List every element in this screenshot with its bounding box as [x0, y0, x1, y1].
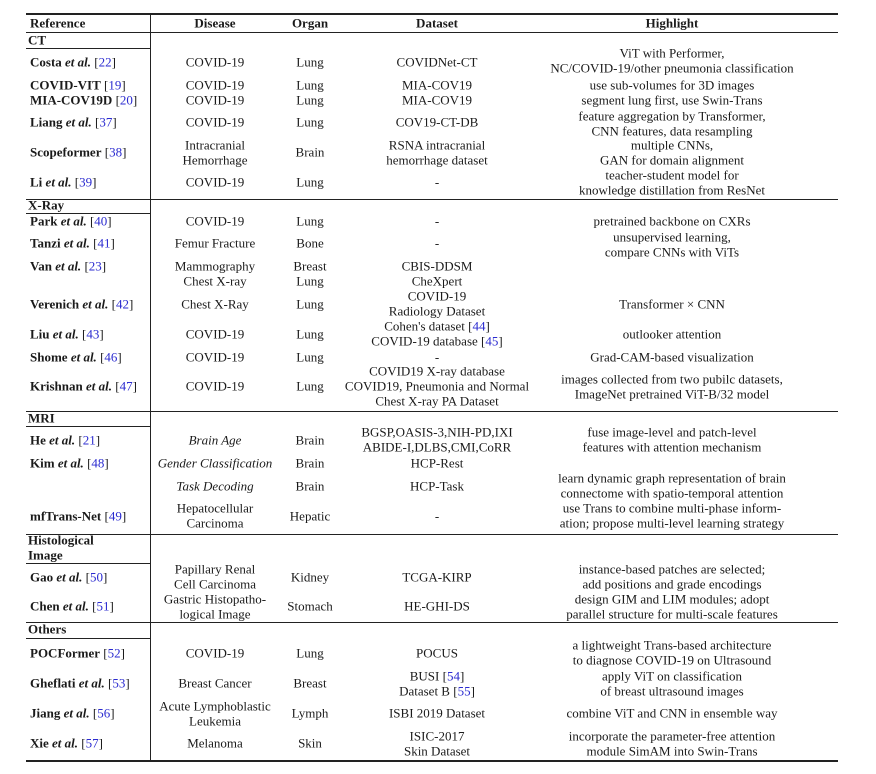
highlight-cell: ImageNet pretrained ViT-B/32 model [574, 386, 770, 402]
citation-link[interactable]: 56 [97, 705, 111, 721]
dataset-cell: Radiology Dataset [388, 303, 486, 319]
highlight-cell: use sub-volumes for 3D images [589, 77, 755, 93]
section-label: X-Ray [28, 197, 65, 213]
dataset-cell: ABIDE-I,DLBS,CMI,CoRR [362, 439, 512, 455]
reference-name: Tanzi [30, 235, 61, 251]
highlight-cell: pretrained backbone on CXRs [593, 213, 751, 229]
header-organ: Organ [291, 15, 329, 31]
disease-cell: COVID-19 [185, 645, 245, 661]
dataset-cell: Dataset B [55] [399, 683, 475, 699]
highlight-cell: design GIM and LIM modules; adopt [574, 591, 770, 607]
reference: Chen et al. [51] [30, 598, 114, 614]
highlight-cell: compare CNNs with ViTs [604, 244, 740, 260]
reference: MIA-COV19D [20] [30, 92, 138, 108]
reference: Van et al. [23] [30, 258, 107, 274]
disease-cell: Brain Age [188, 432, 242, 448]
disease-cell: Femur Fracture [174, 235, 256, 251]
organ-cell: Hepatic [289, 508, 331, 524]
disease-cell: COVID-19 [185, 92, 245, 108]
reference: Krishnan et al. [47] [30, 378, 137, 394]
reference-name: Jiang [30, 705, 61, 721]
organ-cell: Lung [296, 174, 324, 190]
dataset-cell: - [434, 349, 440, 365]
dataset-cell: COVID19, Pneumonia and Normal [344, 378, 530, 394]
header-dataset: Dataset [416, 15, 458, 31]
dataset-cell: COVID-19 database [45] [371, 333, 503, 349]
reference: COVID-VIT [19] [30, 77, 126, 93]
reference-name: Krishnan [30, 378, 83, 394]
dataset-cell: - [434, 235, 440, 251]
reference: Park et al. [40] [30, 213, 112, 229]
citation-link[interactable]: 40 [94, 213, 108, 229]
dataset-cell: COVID-19 [407, 288, 467, 304]
highlight-cell: combine ViT and CNN in ensemble way [566, 705, 778, 721]
disease-cell: Melanoma [187, 735, 243, 751]
reference-name: Li [30, 174, 43, 190]
highlight-cell: use Trans to combine multi-phase inform- [562, 500, 782, 516]
et-al: et al. [57, 213, 87, 229]
disease-cell: Chest X-ray [183, 273, 247, 289]
reference-name: mfTrans-Net [30, 508, 102, 524]
reference-name: Xie [30, 735, 49, 751]
reference-name: Van [30, 258, 52, 274]
highlight-cell: outlooker attention [622, 326, 722, 342]
reference-name: Gheflati [30, 675, 76, 691]
disease-cell: Mammography [174, 258, 256, 274]
organ-cell: Lung [296, 378, 324, 394]
reference: Gheflati et al. [53] [30, 675, 130, 691]
organ-cell: Kidney [290, 569, 330, 585]
highlight-cell: ViT with Performer, [619, 45, 725, 61]
organ-cell: Breast [293, 258, 327, 274]
highlight-cell: multiple CNNs, [630, 137, 714, 153]
reference-name: Gao [30, 569, 54, 585]
dataset-cell: BGSP,OASIS-3,NIH-PD,IXI [361, 424, 513, 440]
dataset-cell: Skin Dataset [403, 743, 471, 759]
et-al: et al. [49, 326, 79, 342]
citation-link[interactable]: 53 [112, 675, 126, 691]
dataset-text: BUSI [409, 668, 443, 684]
dataset-cell: MIA-COV19 [401, 92, 473, 108]
disease-cell: Carcinoma [186, 515, 244, 531]
section-rule [26, 199, 838, 200]
reference: Shome et al. [46] [30, 349, 122, 365]
highlight-cell: parallel structure for multi-scale features [566, 606, 778, 622]
header-highlight: Highlight [645, 15, 699, 31]
citation-link[interactable]: 44 [472, 318, 486, 334]
citation-link[interactable]: 46 [104, 349, 118, 365]
dataset-cell: ISBI 2019 Dataset [388, 705, 486, 721]
organ-cell: Lung [296, 92, 324, 108]
reference-name: MIA-COV19D [30, 92, 113, 108]
disease-cell: Gender Classification [157, 455, 273, 471]
highlight-cell: Grad-CAM-based visualization [590, 349, 754, 365]
organ-cell: Brain [295, 432, 325, 448]
highlight-cell: incorporate the parameter-free attention [568, 728, 776, 744]
highlight-cell: apply ViT on classification [602, 668, 742, 684]
citation-link[interactable]: 50 [89, 569, 103, 585]
organ-cell: Lung [296, 114, 324, 130]
disease-cell: Hemorrhage [182, 152, 248, 168]
reference: Verenich et al. [42] [30, 296, 134, 312]
column-divider [150, 14, 151, 760]
reference-name: Shome [30, 349, 68, 365]
et-al: et al. [79, 296, 109, 312]
dataset-cell: POCUS [416, 645, 458, 661]
et-al: et al. [62, 114, 92, 130]
organ-cell: Breast [293, 675, 327, 691]
dataset-cell: Chest X-ray PA Dataset [375, 393, 499, 409]
citation-link[interactable]: 21 [82, 432, 96, 448]
highlight-cell: to diagnose COVID-19 on Ultrasound [572, 652, 772, 668]
reference: mfTrans-Net [49] [30, 508, 127, 524]
reference-name: He [30, 432, 46, 448]
highlight-cell: instance-based patches are selected; [578, 561, 766, 577]
reference-name: Chen [30, 598, 60, 614]
dataset-text: Cohen's dataset [384, 318, 469, 334]
organ-cell: Lung [296, 77, 324, 93]
highlight-cell: knowledge distillation from ResNet [579, 182, 765, 198]
reference: He et al. [21] [30, 432, 101, 448]
dataset-cell: RSNA intracranial [388, 137, 486, 153]
organ-cell: Lung [296, 645, 324, 661]
section-label-rule [26, 638, 150, 639]
section-rule [26, 534, 838, 535]
reference: Xie et al. [57] [30, 735, 103, 751]
citation-link[interactable]: 23 [88, 258, 102, 274]
et-al: et al. [59, 598, 89, 614]
reference: Liu et al. [43] [30, 326, 104, 342]
highlight-cell: module SimAM into Swin-Trans [586, 743, 758, 759]
reference: Jiang et al. [56] [30, 705, 115, 721]
citation-link[interactable]: 41 [97, 235, 111, 251]
dataset-cell: HCP-Rest [410, 455, 464, 471]
highlight-cell: ation; propose multi-level learning strategy [559, 515, 785, 531]
dataset-cell: TCGA-KIRP [402, 569, 472, 585]
highlight-cell: images collected from two pubilc datasets, [561, 371, 783, 387]
et-al: et al. [82, 378, 112, 394]
citation-link[interactable]: 48 [91, 455, 105, 471]
citation-link[interactable]: 55 [457, 683, 471, 699]
reference-name: Scopeformer [30, 144, 102, 160]
reference-name: Verenich [30, 296, 80, 312]
reference: Tanzi et al. [41] [30, 235, 115, 251]
reference-name: COVID-VIT [30, 77, 101, 93]
section-label: Image [28, 547, 63, 563]
dataset-text: Dataset B [399, 683, 454, 699]
et-al: et al. [51, 258, 82, 274]
et-al: et al. [67, 349, 97, 365]
disease-cell: Papillary Renal [174, 561, 256, 577]
organ-cell: Stomach [287, 598, 333, 614]
highlight-cell: teacher-student model for [605, 167, 739, 183]
reference: Li et al. [39] [30, 174, 97, 190]
bottom-rule [26, 760, 838, 762]
et-al: et al. [61, 54, 92, 70]
disease-cell: logical Image [179, 606, 251, 622]
highlight-cell: NC/COVID-19/other pneumonia classification [550, 60, 794, 76]
highlight-cell: Transformer × CNN [619, 296, 725, 312]
dataset-text: COVID-19 database [371, 333, 482, 349]
header-disease: Disease [194, 15, 236, 31]
et-al: et al. [48, 735, 79, 751]
et-al: et al. [54, 455, 84, 471]
et-al: et al. [53, 569, 83, 585]
et-al: et al. [60, 235, 90, 251]
citation-link[interactable]: 45 [485, 333, 499, 349]
reference: POCFormer [52] [30, 645, 125, 661]
reference-name: Kim [30, 455, 55, 471]
dataset-cell: CheXpert [411, 273, 463, 289]
dataset-cell: COVIDNet-CT [396, 54, 478, 70]
disease-cell: COVID-19 [185, 77, 245, 93]
citation-link[interactable]: 57 [85, 735, 99, 751]
reference: Gao et al. [50] [30, 569, 108, 585]
dataset-cell: hemorrhage dataset [386, 152, 488, 168]
organ-cell: Bone [296, 235, 324, 251]
disease-cell: Hepatocellular [176, 500, 254, 516]
section-rule [26, 622, 838, 623]
citation-link[interactable]: 39 [79, 174, 93, 190]
disease-cell: COVID-19 [185, 326, 245, 342]
section-label-rule [26, 563, 150, 564]
reference: Liang et al. [37] [30, 114, 117, 130]
et-al: et al. [45, 432, 76, 448]
highlight-cell: connectome with spatio-temporal attention [560, 485, 784, 501]
disease-cell: COVID-19 [185, 174, 245, 190]
dataset-cell: Cohen's dataset [44] [384, 318, 490, 334]
highlight-cell: segment lung first, use Swin-Trans [581, 92, 763, 108]
citation-link[interactable]: 38 [109, 144, 123, 160]
organ-cell: Lung [296, 273, 324, 289]
organ-cell: Brain [295, 478, 325, 494]
disease-cell: COVID-19 [185, 114, 245, 130]
section-label-rule [26, 48, 150, 49]
dataset-cell: CBIS-DDSM [401, 258, 473, 274]
disease-cell: Task Decoding [176, 478, 254, 494]
reference-name: POCFormer [30, 645, 101, 661]
dataset-cell: COV19-CT-DB [395, 114, 479, 130]
disease-cell: COVID-19 [185, 213, 245, 229]
citation-link[interactable]: 52 [107, 645, 121, 661]
disease-cell: Intracranial [185, 137, 245, 153]
header-rule [26, 32, 838, 33]
dataset-cell: MIA-COV19 [401, 77, 473, 93]
disease-cell: COVID-19 [185, 378, 245, 394]
reference-name: Costa [30, 54, 62, 70]
citation-link[interactable]: 51 [96, 598, 110, 614]
organ-cell: Lung [296, 349, 324, 365]
dataset-cell: - [434, 213, 440, 229]
organ-cell: Lung [296, 54, 324, 70]
highlight-cell: a lightweight Trans-based architecture [572, 637, 772, 653]
dataset-cell: COVID19 X-ray database [369, 363, 505, 379]
dataset-cell: - [434, 174, 440, 190]
disease-cell: Cell Carcinoma [174, 576, 256, 592]
citation-link[interactable]: 22 [98, 54, 112, 70]
highlight-cell: fuse image-level and patch-level [587, 424, 757, 440]
et-al: et al. [75, 675, 105, 691]
disease-cell: COVID-19 [185, 54, 245, 70]
citation-link[interactable]: 49 [108, 508, 122, 524]
highlight-cell: GAN for domain alignment [599, 152, 745, 168]
disease-cell: Gastric Histopatho- [163, 591, 267, 607]
reference-name: Liu [30, 326, 50, 342]
highlight-cell: learn dynamic graph representation of brain [558, 470, 786, 486]
et-al: et al. [42, 174, 72, 190]
section-label: Others [28, 621, 67, 637]
citation-link[interactable]: 19 [108, 77, 122, 93]
header-reference: Reference [30, 15, 86, 31]
highlight-cell: of breast ultrasound images [600, 683, 744, 699]
highlight-cell: feature aggregation by Transformer, [578, 108, 766, 124]
dataset-cell: HE-GHI-DS [404, 598, 470, 614]
et-al: et al. [60, 705, 90, 721]
citation-link[interactable]: 37 [99, 114, 113, 130]
reference-name: Liang [30, 114, 63, 130]
disease-cell: Acute Lymphoblastic [159, 698, 271, 714]
organ-cell: Lung [296, 213, 324, 229]
reference: Costa et al. [22] [30, 54, 116, 70]
dataset-cell: ISIC-2017 [409, 728, 465, 744]
citation-link[interactable]: 47 [119, 378, 133, 394]
section-label: Histological [28, 532, 94, 548]
organ-cell: Skin [298, 735, 322, 751]
organ-cell: Lung [296, 296, 324, 312]
section-rule [26, 411, 838, 412]
highlight-cell: add positions and grade encodings [582, 576, 762, 592]
dataset-cell: - [434, 508, 440, 524]
disease-cell: Leukemia [189, 713, 241, 729]
highlight-cell: CNN features, data resampling [591, 123, 753, 139]
organ-cell: Brain [295, 455, 325, 471]
organ-cell: Brain [295, 144, 325, 160]
citation-link[interactable]: 54 [446, 668, 460, 684]
citation-link[interactable]: 43 [86, 326, 100, 342]
disease-cell: Breast Cancer [178, 675, 252, 691]
disease-cell: COVID-19 [185, 349, 245, 365]
highlight-cell: unsupervised learning, [613, 229, 731, 245]
citation-link[interactable]: 20 [119, 92, 133, 108]
reference: Scopeformer [38] [30, 144, 127, 160]
section-label: MRI [28, 410, 55, 426]
reference: Kim et al. [48] [30, 455, 109, 471]
highlight-cell: features with attention mechanism [582, 439, 762, 455]
organ-cell: Lung [296, 326, 324, 342]
dataset-cell: HCP-Task [410, 478, 464, 494]
disease-cell: Chest X-Ray [181, 296, 249, 312]
reference-name: Park [30, 213, 58, 229]
citation-link[interactable]: 42 [115, 296, 129, 312]
section-label: CT [28, 32, 47, 48]
organ-cell: Lymph [291, 705, 329, 721]
dataset-cell: BUSI [54] [409, 668, 465, 684]
section-label-rule [26, 426, 150, 427]
